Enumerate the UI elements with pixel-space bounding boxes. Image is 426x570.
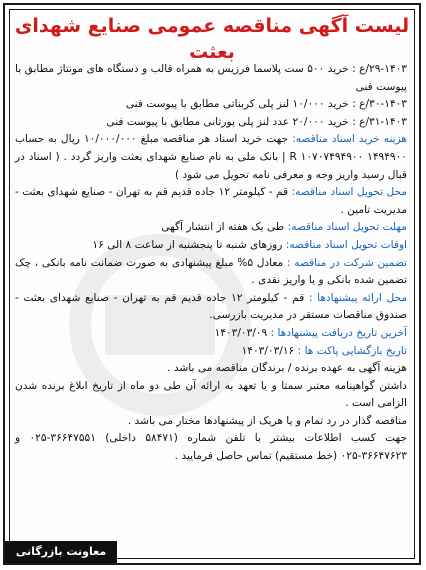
section-text: جهت خرید اسناد هر مناقصه مبلغ ۱۰/۰۰۰/۰۰۰ ریال به حساب ۱۴۹۴۹۰۰ R ۱۰۷۰۷۴۹۴۹۰۰ | بانک ملی به نام صنایع شهدای بعثت واریز گردد . ( اسناد در قبال رسید واریز وجه و معرفی نامه تحویل می شود ) (15, 133, 407, 181)
section-label: محل ارائه پیشنهادها : (308, 291, 407, 304)
section-label: هزینه خرید اسناد مناقصه: (292, 133, 408, 146)
section-text: ۱۴۰۳/۰۳/۰۹ (214, 326, 271, 339)
section-text: طی یک هفته از انتشار آگهی (161, 221, 288, 234)
tender-item-30: ۳۰-۱۴۰۳/ع : خرید ۱۰/۰۰۰ لنز پلی کربناتی مطابق با پیوست فنی (125, 98, 407, 111)
section-opening-date (15, 343, 407, 361)
section-purchase-fee (15, 131, 407, 184)
section-guarantee (15, 255, 407, 290)
notice-title: لیست آگهی مناقصه عمومی صنایع شهدای بعثت (14, 15, 410, 63)
section-delivery-place (15, 184, 407, 219)
section-label: مهلت تحویل اسناد مناقصه: (287, 221, 407, 234)
section-label: آخرین تاریخ دریافت پیشنهادها : (270, 326, 407, 339)
section-text: روزهای شنبه تا پنجشنبه از ساعت ۸ الی ۱۶ (92, 238, 286, 251)
footer-badge: معاونت بازرگانی (5, 541, 117, 563)
note-ad-cost: هزینه آگهی به عهده برنده / برندگان مناقصه می باشد . (167, 362, 407, 375)
tender-item-29: ۲۹-۱۴۰۳/ع : خرید ۵۰۰ ست پلاسما فرزیس به همراه قالب و دستگاه های مونتاژ مطابق با پیوست فنی (15, 63, 407, 93)
section-label: تاریخ بازگشایی پاکت ها : (297, 344, 407, 357)
section-delivery-hours (15, 237, 407, 255)
note-contact: جهت کسب اطلاعات بیشتر با تلفن شماره (۵۸۴۷۱ داخلی) ۳۶۶۴۷۵۵۱-۰۲۵ و ۳۶۶۴۷۶۲۳-۰۲۵ (خط مستقیم) تماس حاصل فرمایید . (15, 432, 407, 463)
notice-frame (3, 3, 421, 565)
section-text: قم - کیلومتر ۱۲ جاده قدیم قم به تهران - صنایع شهدای بعثت - مدیریت تامین . (15, 186, 407, 216)
section-label: اوقات تحویل اسناد مناقصه: (285, 238, 407, 251)
section-label: محل تحویل اسناد مناقصه: (291, 186, 408, 199)
tender-item-31: ۳۱-۱۴۰۳/ع : خرید ۲۰/۰۰۰ عدد لنز پلی یورتانی مطابق با پیوست فنی (106, 115, 407, 128)
section-text: ۱۴۰۳/۰۳/۱۶ (241, 344, 298, 357)
note-certificate: داشتن گواهینامه معتبر سمتا و یا تعهد به ارائه آن طی دو ماه از تاریخ ابلاغ برنده شدن الزامی است . (15, 379, 407, 410)
section-text: قم - کیلومتر ۱۲ جاده قدیم قم به تهران - صنایع شهدای بعثت - صندوق مناقصات مستقر در مدیریت بازرسی. (15, 291, 407, 322)
section-submission-place (15, 290, 407, 325)
section-text: معادل ۵% مبلغ پیشنهادی به صورت ضمانت نامه بانکی ، چک تضمین شده بانکی و یا واریز نقدی . (15, 256, 407, 287)
section-delivery-deadline (15, 219, 407, 237)
notice-body (15, 61, 407, 466)
section-last-date (15, 325, 407, 343)
note-rejection-right: مناقصه گذار در رد تمام و یا هریک از پیشنهادها مختار می باشد . (127, 414, 407, 427)
section-label: تضمین شرکت در مناقصه : (286, 256, 407, 269)
